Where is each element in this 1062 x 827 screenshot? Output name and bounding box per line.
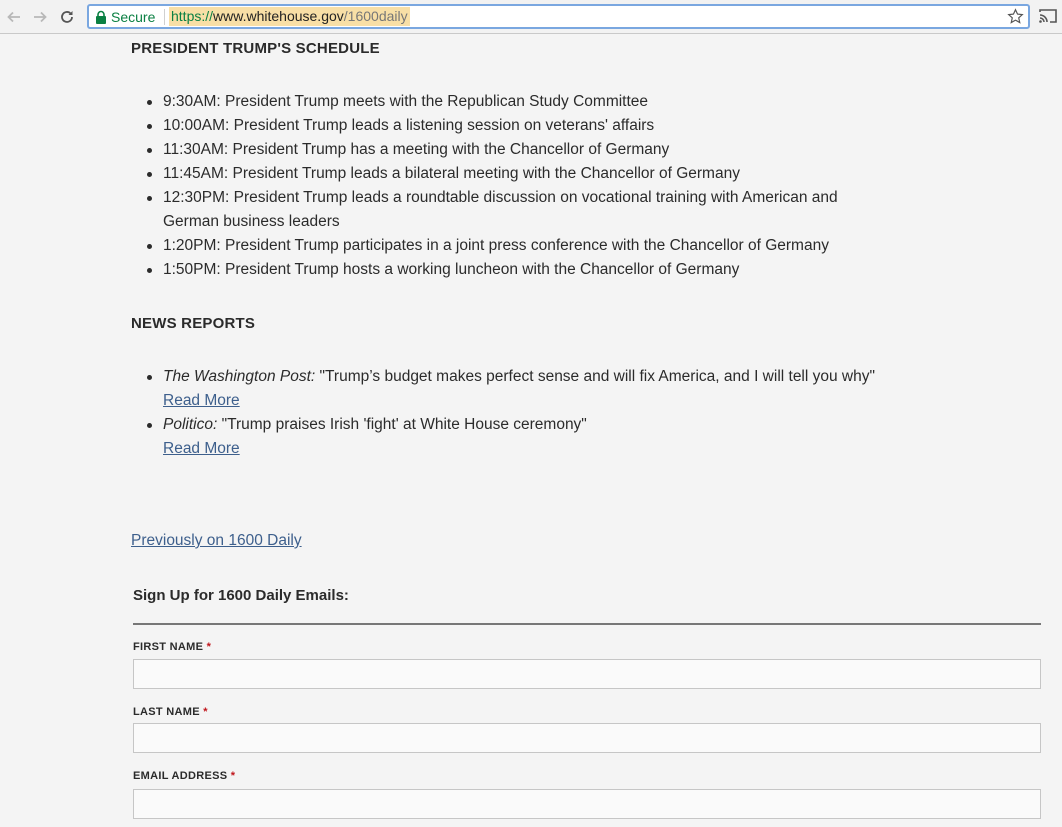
page-content [0, 34, 1062, 827]
bookmark-star-icon[interactable] [1007, 8, 1024, 25]
required-marker: * [230, 770, 236, 782]
url-text[interactable] [169, 7, 410, 26]
first-name-label [133, 641, 211, 653]
schedule-item: 1:20PM: President Trump participates in a joint press conference with the Chancellor of Germany [163, 234, 883, 258]
schedule-item: 9:30AM: President Trump meets with the Republican Study Committee [163, 90, 883, 114]
news-heading: NEWS REPORTS [131, 315, 256, 332]
schedule-item: 12:30PM: President Trump leads a roundtable discussion on vocational training with American and German business leaders [163, 186, 883, 234]
forward-arrow-icon [32, 9, 48, 25]
news-item [163, 413, 883, 461]
email-label [133, 770, 235, 782]
publication-name: Politico: [163, 416, 218, 433]
cast-icon[interactable] [1039, 8, 1057, 24]
back-button[interactable] [3, 6, 25, 28]
secure-label: Secure [111, 9, 156, 25]
news-list [163, 365, 883, 461]
first-name-input[interactable] [133, 659, 1041, 689]
schedule-item: 10:00AM: President Trump leads a listening session on veterans' affairs [163, 114, 883, 138]
reload-button[interactable] [56, 6, 78, 28]
email-input[interactable] [133, 789, 1041, 819]
news-headline: "Trump’s budget makes perfect sense and will fix America, and I will tell you why" [315, 368, 875, 385]
publication-name: The Washington Post: [163, 368, 316, 385]
reload-icon [59, 9, 75, 25]
field-label-text: FIRST NAME [133, 641, 204, 653]
last-name-input[interactable] [133, 723, 1041, 753]
url-scheme: https:// [171, 8, 214, 24]
schedule-list [163, 90, 883, 282]
lock-icon [95, 10, 107, 24]
required-marker: * [203, 706, 208, 718]
news-item [163, 365, 883, 413]
schedule-item: 11:45AM: President Trump leads a bilateral meeting with the Chancellor of Germany [163, 162, 883, 186]
previously-link[interactable]: Previously on 1600 Daily [131, 532, 302, 549]
url-host: www.whitehouse.gov [213, 8, 344, 24]
field-label-text: EMAIL ADDRESS [133, 770, 228, 782]
url-path: /1600daily [343, 8, 408, 24]
browser-toolbar [0, 0, 1062, 34]
required-marker: * [206, 641, 212, 653]
address-bar[interactable] [87, 4, 1030, 29]
schedule-item: 11:30AM: President Trump has a meeting with the Chancellor of Germany [163, 138, 883, 162]
news-headline: "Trump praises Irish 'fight' at White House ceremony" [217, 416, 587, 433]
last-name-label [133, 706, 208, 718]
schedule-heading: PRESIDENT TRUMP'S SCHEDULE [131, 40, 380, 57]
read-more-link[interactable]: Read More [163, 440, 240, 457]
back-arrow-icon [6, 9, 22, 25]
schedule-item: 1:50PM: President Trump hosts a working luncheon with the Chancellor of Germany [163, 258, 883, 282]
field-label-text: LAST NAME [133, 706, 200, 718]
signup-divider [133, 623, 1041, 625]
read-more-link[interactable]: Read More [163, 392, 240, 409]
omnibox-divider [164, 9, 165, 25]
signup-title: Sign Up for 1600 Daily Emails: [133, 587, 349, 604]
forward-button[interactable] [29, 6, 51, 28]
